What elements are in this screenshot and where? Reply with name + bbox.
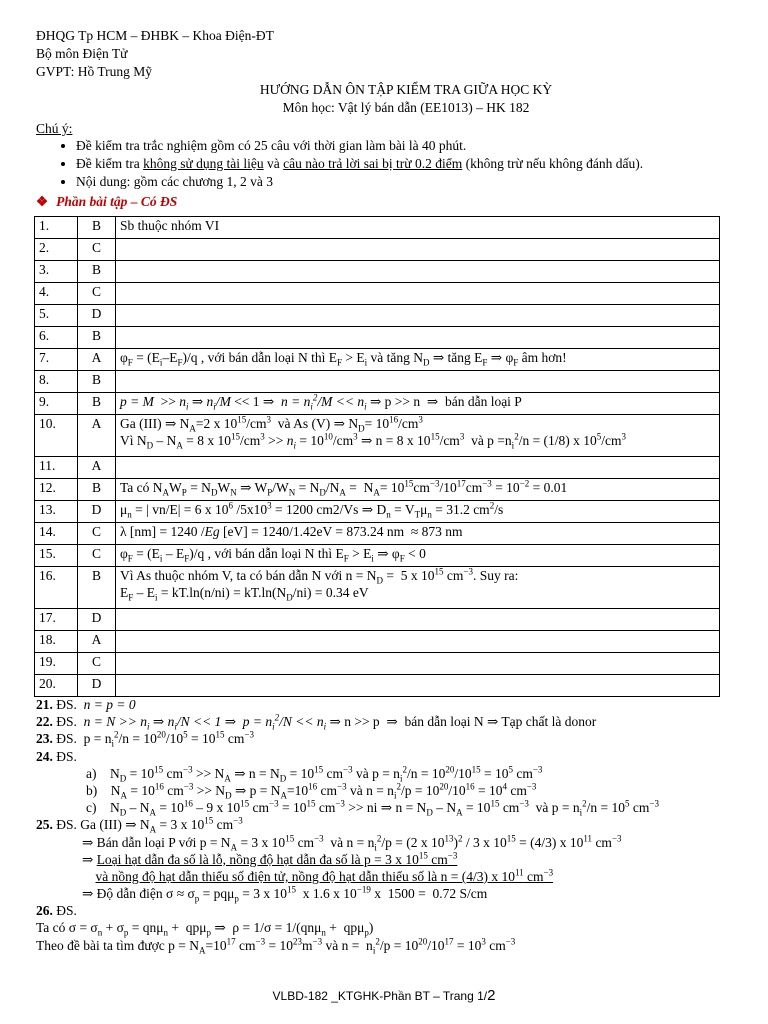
answer-note: $p = M >> n_i$ ⇒ $n_i/M << 1$ ⇒ $n = n_i^2/M << n_i$ ⇒ p >> n ⇒ bán dẫn loại P [116,393,720,415]
solution-26a: Ta có $\sigma = \sigma_n + \sigma_p = qn\mu_n + qp\mu_p$ ⇒ ρ = 1/σ = 1/(qnμ$_n$ + qpμ$_p$) [36,920,374,939]
solution-25d: ⇒ Độ dẫn điện $\sigma \approx \sigma_p = pq\mu_p = 3$ x $10^{15}$ x 1.6 x $10^{-19}$ x 1500 = 0.72 S/cm [82,884,488,904]
answer-letter: A [78,631,116,653]
note-text: và [263,156,284,171]
answer-note: $\mu_n$ = | vn/E| = 6 x $10^6$ $/5x10^3 = 1200$ cm2/Vs ⇒ $D_n = V_T\mu_n = 31.2$ $cm^2/s$ [116,501,720,523]
table-row [35,567,720,609]
table-row [35,217,720,239]
answer-note [116,327,720,349]
header-instructor: GVPT: Hồ Trung Mỹ [36,64,152,79]
title-main: HƯỚNG DẪN ÔN TẬP KIỂM TRA GIỮA HỌC KỲ [259,82,553,97]
question-number: 8. [35,371,78,393]
question-number: 14. [35,523,78,545]
answer-letter: B [78,567,116,609]
table-row [35,393,720,415]
header-department: Bộ môn Điện Tử [36,46,128,61]
table-row [35,239,720,261]
answer-note: λ [nm] = 1240 /Eg [eV] = 1240/1.42eV = 873.24 nm ≈ 873 nm [116,523,720,545]
note-item [76,138,736,156]
document-header [36,28,736,82]
title-subject: Môn học: Vật lý bán dẫn (EE1013) – HK 182 [282,100,530,115]
table-row [35,457,720,479]
page-footer [0,987,768,1006]
solution-25b: ⇒ Loại hạt dẫn đa số là lỗ, nồng độ hạt dẫn đa số là p = 3 x $10^{15}$ $cm^{-3}$ [82,850,458,867]
answer-note [116,609,720,631]
table-row [35,545,720,567]
answer-letter: C [78,523,116,545]
notes-list [36,138,736,192]
table-row [35,371,720,393]
table-row [35,415,720,457]
answer-letter: C [78,239,116,261]
table-row [35,631,720,653]
solution-24b: b) $N_A = 10^{16}$ $cm^{-3} >> N_D$ ⇒ $p = N_A=10^{16}$ $cm^{-3}$ và $n = n_i^2/p = 10^{20}/10^{16} = 10^4$ $cm^{-3}$ [86,781,537,801]
answer-letter: A [78,349,116,371]
answer-note [116,457,720,479]
question-number: 7. [35,349,78,371]
diamond-bullet-icon: ❖ [36,194,49,209]
answer-letter: A [78,457,116,479]
document-title [76,82,736,118]
table-row [35,349,720,371]
question-number: 3. [35,261,78,283]
header-university: ĐHQG Tp HCM – ĐHBK – Khoa Điện-ĐT [36,28,274,43]
note-text: Đề kiểm tra [76,156,144,171]
answer-note: $\varphi_F = (E_i - E_F)/q$ , với bán dẫn loại N thì $E_F > E_i$ ⇒ $\varphi_F < 0$ [116,545,720,567]
question-number: 19. [35,653,78,675]
answer-note [116,631,720,653]
answer-letter: C [78,653,116,675]
answer-letter: D [78,609,116,631]
solution-23: 23. ĐS. $p = n_i^2/n = 10^{20}/10^5 = 10^{15}$ $cm^{-3}$ [36,729,254,750]
solution-21: 21. ĐS. n = p = 0 [36,697,136,712]
note-text: Đề kiểm tra trắc nghiệm gồm có 25 câu với thời gian làm bài là 40 phút. [76,138,467,153]
solution-25: 25. ĐS. Ga (III) ⇒ $N_A = 3$ x $10^{15}$ $cm^{-3}$ [36,815,243,835]
solution-26b: Theo đề bài ta tìm được $p = N_A=10^{17}$ $cm^{-3} = 10^{23}m^{-3}$ và $n = n_i^2/p = 10^{20}/10^{17} = 10^3$ $cm^{-3}$ [36,936,516,956]
answer-note [116,305,720,327]
note-emphasis: câu nào trả lời sai bị trừ 0.2 điểm [283,156,463,171]
question-number: 17. [35,609,78,631]
answer-note: Ga (III) ⇒ $N_A=2$ x $10^{15}/cm^3$ và As (V) ⇒ $N_D= 10^{16}/cm^3$ Vì $N_D - N_A = 8$ x $10^{15}/cm^3 >> n_i = 10^{10}/cm^3$ ⇒ n = 8 x $10^{15}/cm^3$ và $p =n_i^2/n = (1/8)$ x $10^5/cm^3$ [116,415,720,457]
solution-24: 24. ĐS. [36,748,77,764]
question-number: 5. [35,305,78,327]
answer-letter: B [78,261,116,283]
note-text: Nội dung: gồm các chương 1, 2 và 3 [76,174,274,189]
table-row [35,327,720,349]
answer-letter: B [78,371,116,393]
answer-note [116,239,720,261]
question-number: 15. [35,545,78,567]
document-page [36,28,736,955]
section-title: Phần bài tập – Có ĐS [56,194,178,209]
table-row [35,261,720,283]
answer-letter: D [78,501,116,523]
answer-note [116,653,720,675]
solution-25c: và nồng độ hạt dẫn thiểu số điện tử, nồng độ hạt dẫn thiểu số là n = (4/3) x $10^{11}$ $cm^{-3}$ [95,867,554,884]
answer-letter: A [78,415,116,457]
table-row [35,609,720,631]
question-number: 6. [35,327,78,349]
question-number: 4. [35,283,78,305]
question-number: 18. [35,631,78,653]
solutions-block [36,697,736,955]
section-heading [36,194,736,216]
solution-24a: a) $N_D = 10^{15}$ $cm^{-3} >> N_A$ ⇒ $n = N_D = 10^{15}$ $cm^{-3}$ và $p = n_i^2/n = 10^{20}/10^{15} = 10^5$ $cm^{-3}$ [86,764,543,784]
question-number: 16. [35,567,78,609]
table-row [35,479,720,501]
table-row [35,501,720,523]
question-number: 13. [35,501,78,523]
solution-24c: c) $N_D - N_A = 10^{16} - 9$ x $10^{15}$ $cm^{-3} = 10^{15}$ $cm^{-3}$ >> ni ⇒ $n = N_D - N_A = 10^{15}$ $cm^{-3}$ và $p = n_i^2/n = 10^5$ $cm^{-3}$ [86,798,659,818]
answer-note [116,283,720,305]
answer-note: Ta có $N_AW_P = N_DW_N$ ⇒ $W_P/W_N = N_D/N_A = N_A= 10^{15}cm^{-3}/10^{17}cm^{-3} = 10^{-2} = 0.01$ [116,479,720,501]
question-number: 10. [35,415,78,457]
answer-letter: B [78,393,116,415]
table-row [35,523,720,545]
table-row [35,675,720,697]
footer-text: VLBD-182 _KTGHK-Phần BT – Trang 1/ [272,989,488,1003]
table-row [35,305,720,327]
answer-letter: B [78,479,116,501]
note-text: (không trừ nếu không đánh dấu). [462,156,644,171]
answer-note: $\varphi_F = (E_i-E_F)/q$ , với bán dẫn loại N thì $E_F > E_i$ và tăng $N_D$ ⇒ tăng $E_F$ ⇒ $\varphi_F$ âm hơn! [116,349,720,371]
question-number: 2. [35,239,78,261]
solution-26: 26. ĐS. [36,903,77,919]
solution-22: 22. ĐS. $n = N >> n_i$ ⇒ $n_i/N << 1$ ⇒ $p = n_i^2/N << n_i$ ⇒ n >> p ⇒ bán dẫn loại N ⇒ Tạp chất là donor [36,712,597,732]
question-number: 11. [35,457,78,479]
notes-heading: Chú ý: [36,121,73,136]
note-emphasis: không sử dụng tài liệu [143,156,264,171]
table-row [35,283,720,305]
answer-letter: D [78,305,116,327]
answer-letter: B [78,217,116,239]
notes-block [36,121,736,192]
answer-note: Sb thuộc nhóm VI [116,217,720,239]
answer-letter: B [78,327,116,349]
answer-note [116,261,720,283]
footer-page-total: 2 [487,987,496,1004]
answer-letter: C [78,545,116,567]
solution-25a: ⇒ Bán dẫn loại P với $p = N_A = 3$ x $10^{15}$ $cm^{-3}$ và $n = n_i^2/p = (2$ x $10^{13})^2 / 3$ x $10^{15} = (4/3)$ x $10^{11}$ $cm^{-3}$ [82,833,622,853]
answer-letter: D [78,675,116,697]
answer-note [116,675,720,697]
note-item [76,174,736,192]
answer-note: Vì As thuộc nhóm V, ta có bán dẫn N với $n = N_D = 5$ x $10^{15}$ $cm^{-3}$. Suy ra: $E_F - E_i = kT.\ln(n/ni) = kT.\ln(N_D/ni) = 0.34$ eV [116,567,720,609]
question-number: 9. [35,393,78,415]
table-row [35,653,720,675]
answer-letter: C [78,283,116,305]
question-number: 1. [35,217,78,239]
question-number: 20. [35,675,78,697]
answer-table [34,216,720,697]
question-number: 12. [35,479,78,501]
answer-note [116,371,720,393]
note-item [76,156,736,174]
